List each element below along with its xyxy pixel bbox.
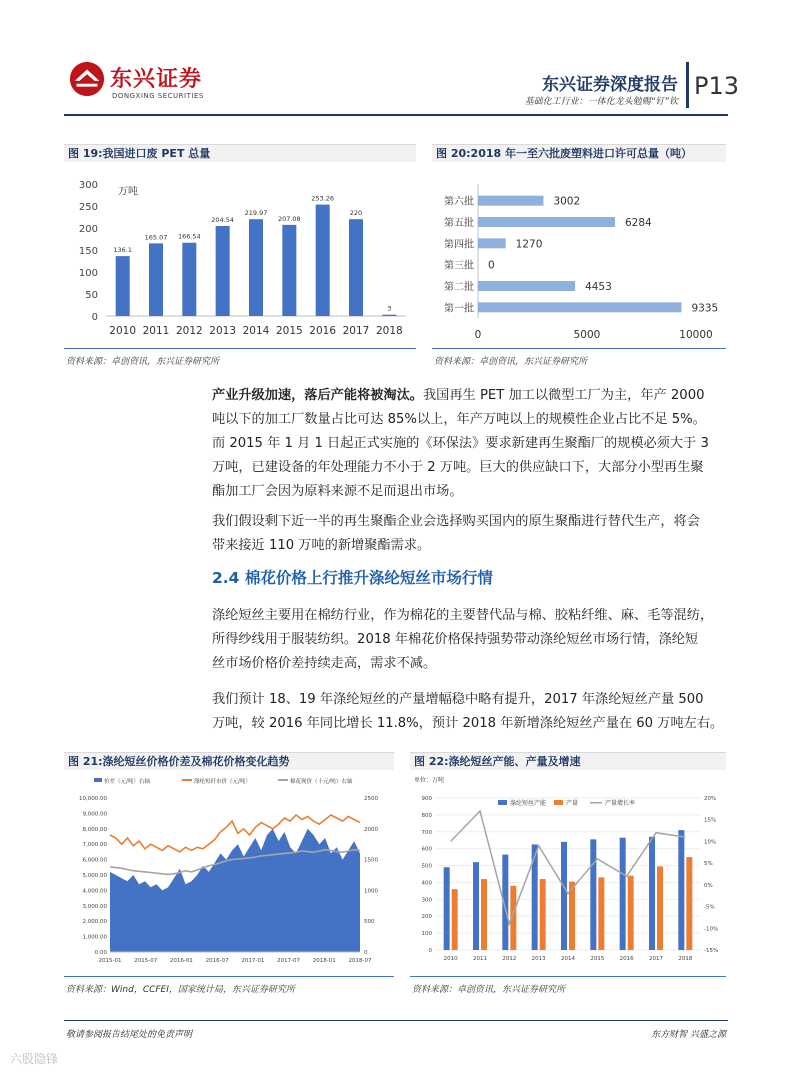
section-heading: 2.4 棉花价格上行推升涤纶短丝市场行情	[212, 569, 493, 587]
y-tick-label: 50	[85, 290, 98, 301]
category-label: 第一批	[444, 303, 474, 315]
y-tick-label: 200	[78, 224, 98, 235]
page-number: P13	[694, 72, 740, 100]
legend-swatch	[182, 779, 192, 781]
value-label: 9335	[691, 302, 719, 315]
p1-line: 万吨，已建设备的年处理能力不小于 2 万吨。巨大的供应缺口下，大部分小型再生聚	[212, 460, 704, 475]
watermark: 六股隐锋	[10, 1052, 59, 1066]
left-tick-label: 7,000.00	[82, 842, 107, 849]
y-tick-label: 100	[78, 268, 98, 279]
value-label: 3002	[553, 195, 581, 208]
value-label: 0	[488, 259, 495, 272]
paragraph-1	[212, 384, 726, 504]
right-tick-label: 20%	[704, 796, 717, 802]
bar	[316, 205, 330, 316]
capacity-bar	[678, 830, 684, 950]
fig20-rule	[432, 348, 726, 349]
fig21-source: 资料来源：Wind，CCFEI，国家统计局，东兴证券研究所	[66, 985, 295, 995]
x-tick-label: 2015	[275, 325, 303, 337]
category-label: 第六批	[444, 196, 474, 208]
footer-rule	[64, 1020, 728, 1021]
y-tick-label: 0	[91, 312, 98, 323]
legend-swatch	[278, 779, 288, 781]
right-tick-label: -15%	[704, 948, 719, 954]
p2-line: 带来接近 110 万吨的新增聚酯需求。	[212, 538, 431, 553]
x-tick-label: 2011	[142, 325, 170, 337]
x-tick-label: 5000	[573, 329, 601, 341]
bar	[116, 256, 130, 316]
value-label: 253.26	[311, 194, 335, 203]
header-divider	[686, 62, 689, 108]
legend-swatch	[94, 778, 102, 782]
right-tick-label: 1000	[364, 888, 378, 895]
category-label: 第五批	[444, 218, 474, 229]
legend-swatch	[498, 800, 507, 805]
left-tick-label: 500	[421, 863, 432, 870]
p1-line: 而 2015 年 1 月 1 日起正式实施的《环保法》要求新建再生聚酯厂的规模必须大于 3	[212, 436, 709, 451]
bar	[216, 226, 230, 316]
left-tick-label: 800	[421, 812, 432, 819]
capacity-bar	[649, 837, 655, 950]
left-tick-label: 6,000.00	[82, 857, 107, 864]
category-label: 第二批	[444, 282, 474, 293]
value-label: 207.08	[277, 214, 301, 223]
left-tick-label: 600	[421, 846, 432, 853]
p1-line: 吨以下的加工厂数量占比可达 85%以上，年产万吨以上的规模性企业占比不足 5%。	[212, 412, 706, 427]
x-tick-label: 2016-01	[169, 958, 193, 964]
fig19-chart	[64, 164, 416, 344]
x-tick-label: 2010	[443, 956, 458, 962]
output-bar	[657, 866, 663, 950]
right-tick-label: 2500	[364, 796, 378, 802]
x-tick-label: 2016	[309, 325, 337, 337]
left-tick-label: 100	[421, 931, 432, 938]
category-label: 第四批	[444, 239, 474, 251]
fig19-source: 资料来源：卓创资讯，东兴证券研究所	[66, 357, 220, 367]
y-tick-label: 300	[78, 180, 98, 191]
brand-name: 东兴证券	[110, 67, 203, 92]
legend-label: 产量	[566, 800, 579, 807]
right-tick-label: 2000	[364, 826, 378, 833]
x-tick-label: 2014	[242, 325, 270, 337]
p1-line: 我国再生 PET 加工以微型工厂为主，年产 2000	[423, 388, 705, 403]
left-tick-label: 400	[421, 880, 432, 887]
right-tick-label: 0	[364, 950, 368, 956]
category-label: 第三批	[444, 260, 474, 272]
p3-line: 丝市场价格价差持续走高，需求不减。	[212, 656, 437, 671]
capacity-bar	[620, 838, 626, 950]
left-tick-label: 200	[421, 914, 432, 921]
left-tick-label: 10,000.00	[79, 796, 107, 802]
p3-line: 涤纶短丝主要用在棉纺行业，作为棉花的主要替代品与棉、胶粘纤维、麻、毛等混纺，	[212, 608, 714, 623]
right-tick-label: 0%	[704, 882, 713, 889]
bar	[182, 243, 196, 316]
value-label: 3	[387, 304, 392, 313]
x-tick-label: 2018-01	[312, 958, 336, 964]
left-tick-label: 9,000.00	[82, 811, 107, 818]
left-tick-label: 8,000.00	[82, 826, 107, 833]
bar	[249, 219, 263, 316]
bar	[149, 243, 163, 316]
x-tick-label: 2015-07	[134, 958, 158, 964]
value-label: 220	[349, 209, 363, 218]
x-tick-label: 2016-07	[205, 958, 229, 964]
report-subtitle: 基础化工行业：一体化龙头勉赐“钉”钦	[524, 97, 678, 107]
brand-logo-icon	[68, 60, 106, 98]
bar	[478, 302, 682, 312]
right-tick-label: 15%	[704, 817, 717, 824]
value-label: 204.54	[211, 216, 235, 225]
x-tick-label: 10000	[679, 329, 713, 341]
footer-disclaimer: 敬请参阅报告结尾处的免责声明	[66, 1030, 193, 1040]
p2-line: 我们假设剩下近一半的再生聚酯企业会选择购买国内的原生聚酯进行替代生产，将会	[212, 514, 700, 529]
report-title: 东兴证券深度报告	[542, 75, 678, 95]
output-bar	[598, 877, 604, 950]
value-label: 165.07	[144, 233, 168, 242]
x-tick-label: 2017-07	[277, 958, 301, 964]
x-tick-label: 0	[474, 329, 482, 341]
left-tick-label: 700	[421, 829, 432, 836]
left-tick-label: 0.00	[94, 950, 107, 956]
x-tick-label: 2016	[619, 956, 634, 962]
legend-label: 价差（元/吨）右轴	[104, 779, 150, 785]
y-tick-label: 250	[78, 202, 98, 213]
right-tick-label: 10%	[704, 839, 717, 846]
fig20-chart	[432, 164, 726, 344]
left-tick-label: 2,000.00	[82, 919, 107, 926]
p4-line: 我们预计 18、19 年涤纶短丝的产量增幅稳中略有提升，2017 年涤纶短丝产量 500	[212, 692, 704, 707]
fig20-source: 资料来源：卓创资讯，东兴证券研究所	[434, 357, 588, 367]
legend-swatch	[554, 800, 563, 805]
unit-label: 万吨	[118, 186, 138, 198]
x-tick-label: 2015	[590, 956, 605, 962]
left-tick-label: 900	[421, 796, 432, 802]
fig21-rule	[64, 976, 394, 977]
right-tick-label: 500	[364, 919, 375, 926]
left-tick-label: 0	[428, 948, 432, 954]
fig19-rule	[64, 348, 416, 349]
x-tick-label: 2017	[342, 325, 370, 337]
x-tick-label: 2018	[375, 325, 403, 337]
x-tick-label: 2018	[678, 956, 693, 962]
fig22-rule	[410, 976, 726, 977]
footer-slogan: 东方财智 兴盛之源	[651, 1030, 726, 1040]
p1-line: 酯加工厂会因为原料来源不足而退出市场。	[212, 484, 463, 499]
x-tick-label: 2017-01	[241, 958, 265, 964]
output-bar	[452, 889, 458, 950]
p3-line: 所得纱线用于服装纺织。2018 年棉花价格保持强势带动涤纶短丝市场行情，涤纶短	[212, 632, 699, 647]
right-tick-label: 5%	[704, 861, 713, 868]
bar	[282, 225, 296, 316]
x-tick-label: 2010	[109, 325, 137, 337]
capacity-bar	[561, 842, 567, 950]
x-tick-label: 2018-07	[348, 958, 372, 964]
fig20-title: 图 20:2018 年一至六批废塑料进口许可总量（吨）	[432, 144, 726, 162]
bar	[478, 217, 615, 227]
capacity-bar	[444, 867, 450, 950]
fig21-title: 图 21:涤纶短丝价格价差及棉花价格变化趋势	[64, 752, 394, 770]
value-label: 136.1	[113, 246, 132, 255]
bar	[478, 238, 506, 248]
fig19-title: 图 19:我国进口废 PET 总量	[64, 144, 416, 162]
left-tick-label: 5,000.00	[82, 873, 107, 879]
value-label: 219.97	[244, 209, 268, 218]
fig22-chart	[410, 772, 726, 972]
output-bar	[481, 879, 487, 950]
brand-name-en: DONGXING SECURITIES	[112, 92, 204, 100]
value-label: 4453	[585, 281, 612, 293]
left-tick-label: 300	[421, 897, 432, 904]
p4-line: 万吨，较 2016 年同比增长 11.8%，预计 2018 年新增涤纶短丝产量在 60 万吨左右。	[212, 716, 724, 731]
p1-lead: 产业升级加速，落后产能将被淘汰。	[212, 388, 423, 403]
x-tick-label: 2017	[649, 956, 663, 962]
fig22-source: 资料来源：卓创资讯，东兴证券研究所	[412, 985, 566, 995]
value-label: 1270	[515, 238, 543, 251]
right-tick-label: -10%	[704, 926, 719, 933]
paragraph-2	[212, 510, 726, 558]
x-tick-label: 2012	[175, 325, 203, 337]
right-tick-label: 1500	[364, 857, 378, 864]
left-tick-label: 3,000.00	[82, 903, 107, 910]
unit-label: 单位：万吨	[414, 777, 445, 784]
legend-swatch	[590, 802, 602, 804]
legend-label: 涤纶短丝产能	[510, 800, 547, 807]
x-tick-label: 2013	[209, 325, 237, 337]
legend-label: 棉花现价（十元/吨）右轴	[290, 779, 353, 785]
bar	[478, 196, 543, 206]
bar	[382, 315, 396, 316]
legend-label: 涤纶短纤市价（元/吨）	[194, 779, 251, 785]
output-bar	[540, 879, 546, 950]
y-tick-label: 150	[78, 246, 98, 257]
x-tick-label: 2015-01	[98, 958, 122, 964]
output-bar	[628, 876, 634, 950]
fig21-chart	[64, 772, 394, 972]
value-label: 6284	[624, 217, 652, 229]
fig22-title: 图 22:涤纶短丝产能、产量及增速	[410, 752, 726, 770]
legend-label: 产量增长率	[605, 800, 636, 807]
left-tick-label: 1,000.00	[82, 934, 107, 941]
output-bar	[686, 857, 692, 950]
capacity-bar	[590, 839, 596, 950]
right-tick-label: -5%	[704, 904, 715, 911]
bar	[478, 281, 575, 291]
paragraph-3	[212, 604, 726, 676]
left-tick-label: 4,000.00	[82, 888, 107, 895]
paragraph-4	[212, 688, 726, 736]
bar	[349, 219, 363, 316]
x-tick-label: 2012	[502, 956, 517, 962]
value-label: 166.54	[177, 232, 201, 241]
header-rule	[64, 114, 728, 116]
x-tick-label: 2011	[473, 956, 487, 962]
x-tick-label: 2013	[531, 956, 546, 962]
capacity-bar	[473, 862, 479, 950]
x-tick-label: 2014	[561, 956, 575, 962]
